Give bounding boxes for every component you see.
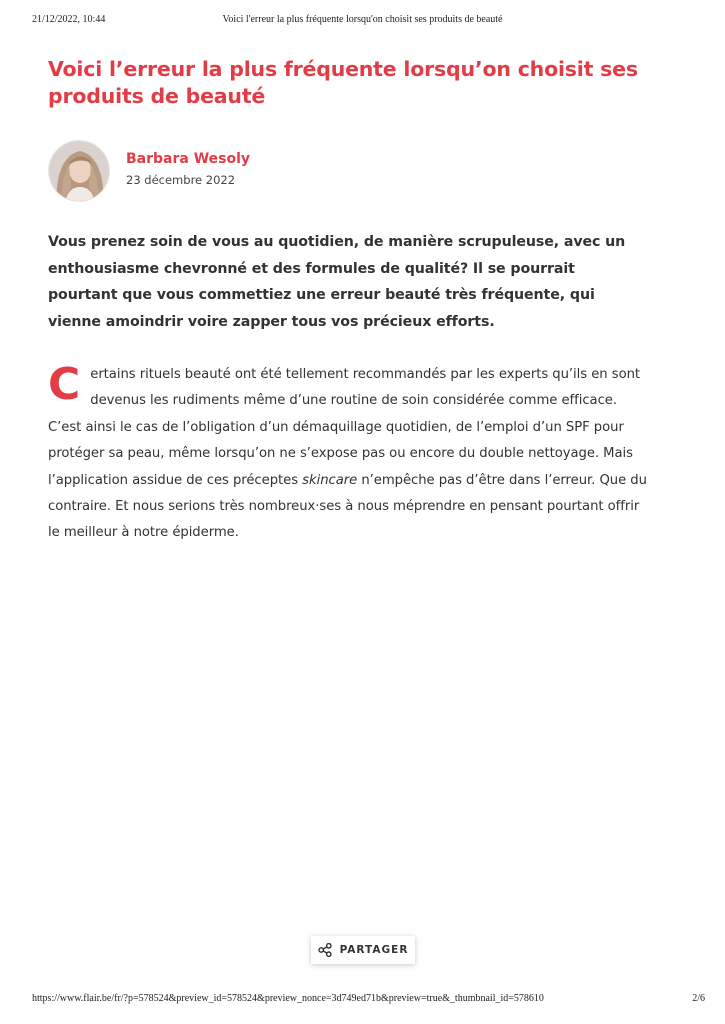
avatar[interactable] <box>48 140 110 202</box>
print-document-title: Voici l'erreur la plus fréquente lorsqu'on choisit ses produits de beauté <box>222 14 503 25</box>
author-name[interactable]: Barbara Wesoly <box>126 151 251 167</box>
drop-cap: C <box>48 359 81 410</box>
publish-date: 23 décembre 2022 <box>126 173 236 187</box>
print-footer <box>32 993 705 1007</box>
article-title: Voici l’erreur la plus fréquente lorsqu’on choisit ses produits de beauté <box>48 57 638 108</box>
author-block <box>48 140 448 202</box>
share-label: PARTAGER <box>339 944 409 956</box>
article-body <box>48 359 650 547</box>
body-text-part-1: ertains rituels beauté ont été tellement recommandés par les experts qu’ils en sont devenus les rudiments même d’une routine de soin considérée comme efficace. C’est ainsi le cas de l’obligation d’un démaquillage quotidien, de l’emploi d’un SPF pour protéger sa peau, même lorsqu’on ne s’expose pas ou encore du double nettoyage. Mais l’application assidue de ces préceptes <box>48 367 641 488</box>
share-button[interactable] <box>311 936 415 964</box>
share-icon <box>318 943 332 957</box>
article-lead: Vous prenez soin de vous au quotidien, de manière scrupuleuse, avec un enthousiasme chevronné et des formules de qualité? Il se pourrait pourtant que vous commettiez une erreur beauté très fréquente, qui vienne amoindrir voire zapper tous vos précieux efforts. <box>48 234 626 330</box>
print-date: 21/12/2022, 10:44 <box>32 14 106 25</box>
page-number: 2/6 <box>692 993 705 1004</box>
body-emphasis: skincare <box>302 472 358 488</box>
print-header <box>32 14 693 28</box>
author-photo <box>49 141 110 202</box>
print-url: https://www.flair.be/fr/?p=578524&preview_id=578524&preview_nonce=3d749ed71b&preview=true&_thumbnail_id=578610 <box>32 993 544 1004</box>
body-text-part-2: n’empêche pas d’être dans l’erreur. Que du contraire. Et nous serions très nombreux·ses à nous méprendre en pensant pourtant offrir le meilleur à notre épiderme. <box>48 472 647 541</box>
